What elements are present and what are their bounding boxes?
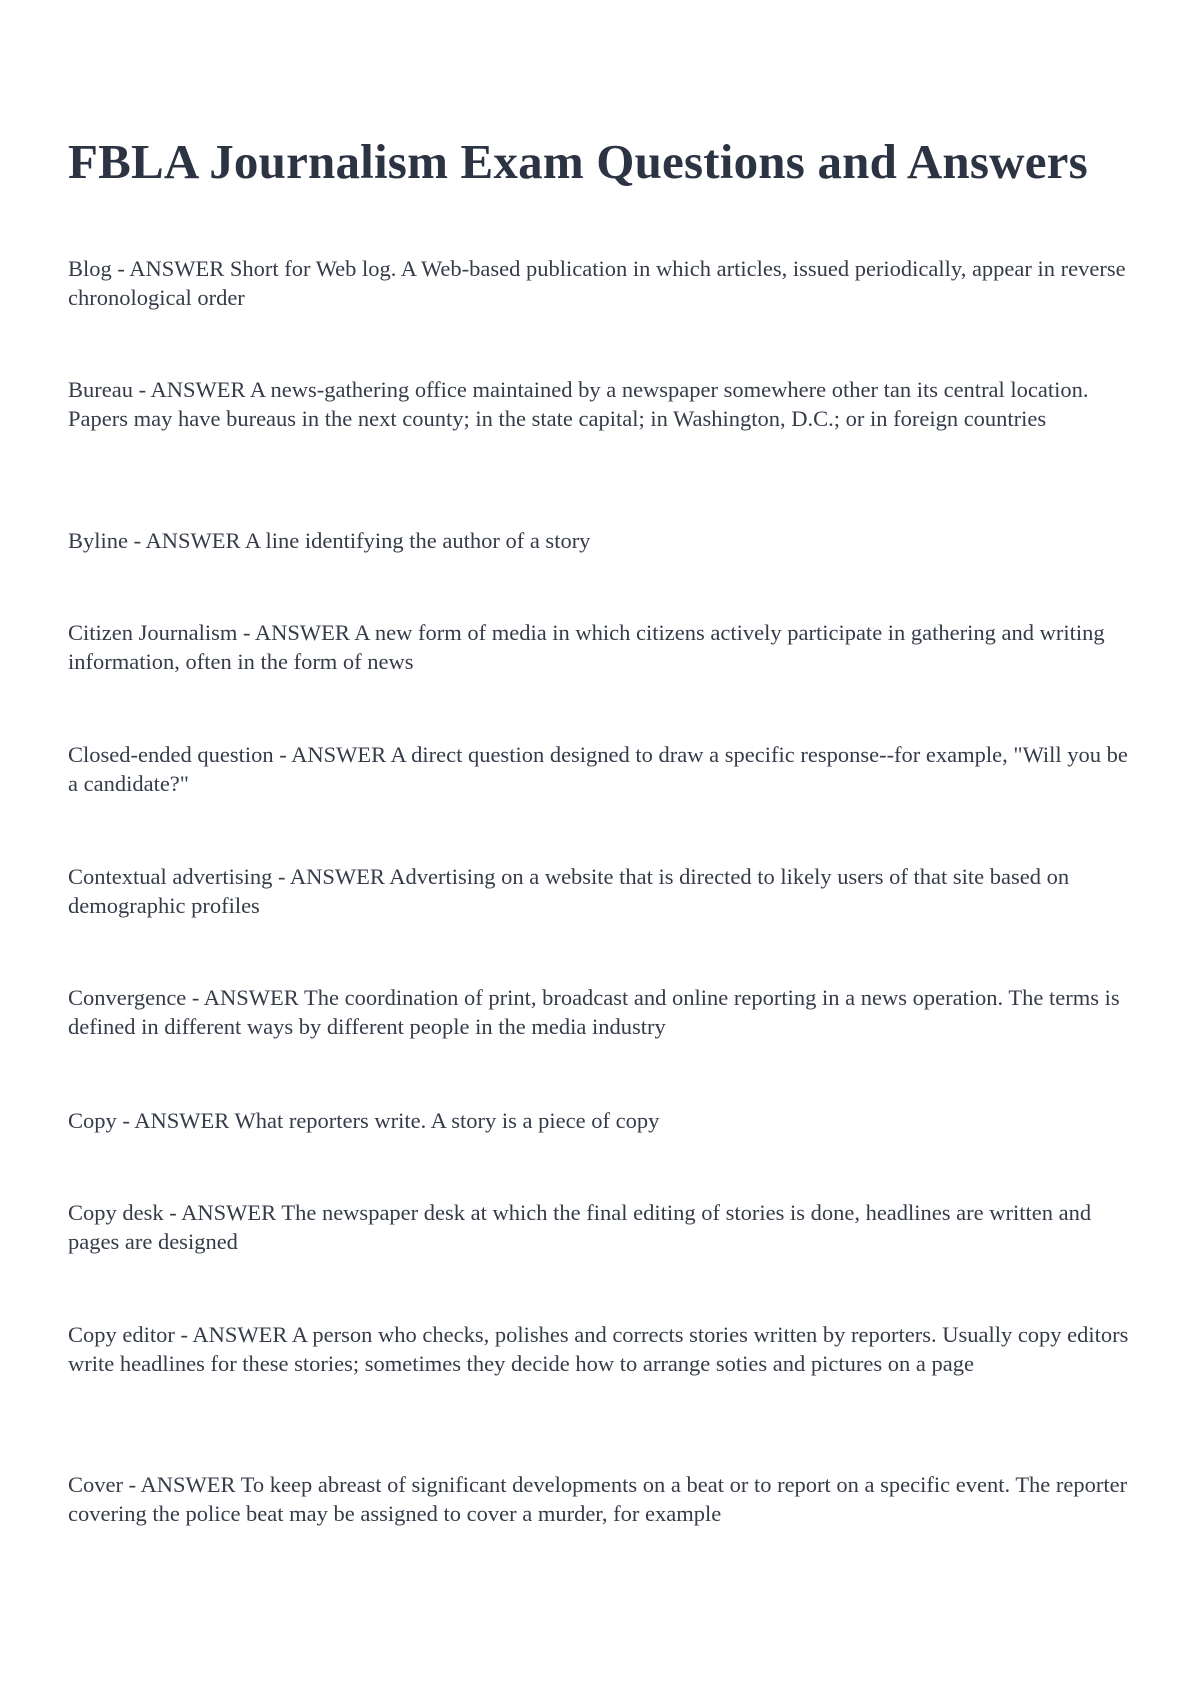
glossary-entry-blog: Blog - ANSWER Short for Web log. A Web-based publication in which articles, issued periodically, appear in reverse chronological order <box>68 256 1126 310</box>
glossary-entry-byline: Byline - ANSWER A line identifying the author of a story <box>68 528 591 553</box>
page-title: FBLA Journalism Exam Questions and Answers <box>68 134 1088 189</box>
glossary-entry-bureau: Bureau - ANSWER A news-gathering office maintained by a newspaper somewhere other tan its central location. Papers may have bureaus in the next county; in the state capital; in Washington, D.C.; or in foreign countries <box>68 377 1089 431</box>
glossary-entry-cover: Cover - ANSWER To keep abreast of significant developments on a beat or to report on a specific event. The reporter covering the police beat may be assigned to cover a murder, for example <box>68 1472 1128 1526</box>
glossary-entry-convergence: Convergence - ANSWER The coordination of print, broadcast and online reporting in a news operation. The terms is defined in different ways by different people in the media industry <box>68 985 1120 1039</box>
glossary-entry-closed-ended-question: Closed-ended question - ANSWER A direct question designed to draw a specific response--for example, "Will you be a candidate?" <box>68 742 1128 796</box>
glossary-entry-copy-desk: Copy desk - ANSWER The newspaper desk at which the final editing of stories is done, headlines are written and pages are designed <box>68 1200 1092 1254</box>
glossary-entry-copy: Copy - ANSWER What reporters write. A story is a piece of copy <box>68 1108 660 1133</box>
glossary-entry-citizen-journalism: Citizen Journalism - ANSWER A new form of media in which citizens actively participate in gathering and writing information, often in the form of news <box>68 620 1105 674</box>
glossary-entry-contextual-advertising: Contextual advertising - ANSWER Advertising on a website that is directed to likely users of that site based on demographic profiles <box>68 864 1070 918</box>
glossary-entry-copy-editor: Copy editor - ANSWER A person who checks, polishes and corrects stories written by reporters. Usually copy editors write headlines for these stories; sometimes they decide how to arrange soties and pictures on a page <box>68 1322 1129 1376</box>
